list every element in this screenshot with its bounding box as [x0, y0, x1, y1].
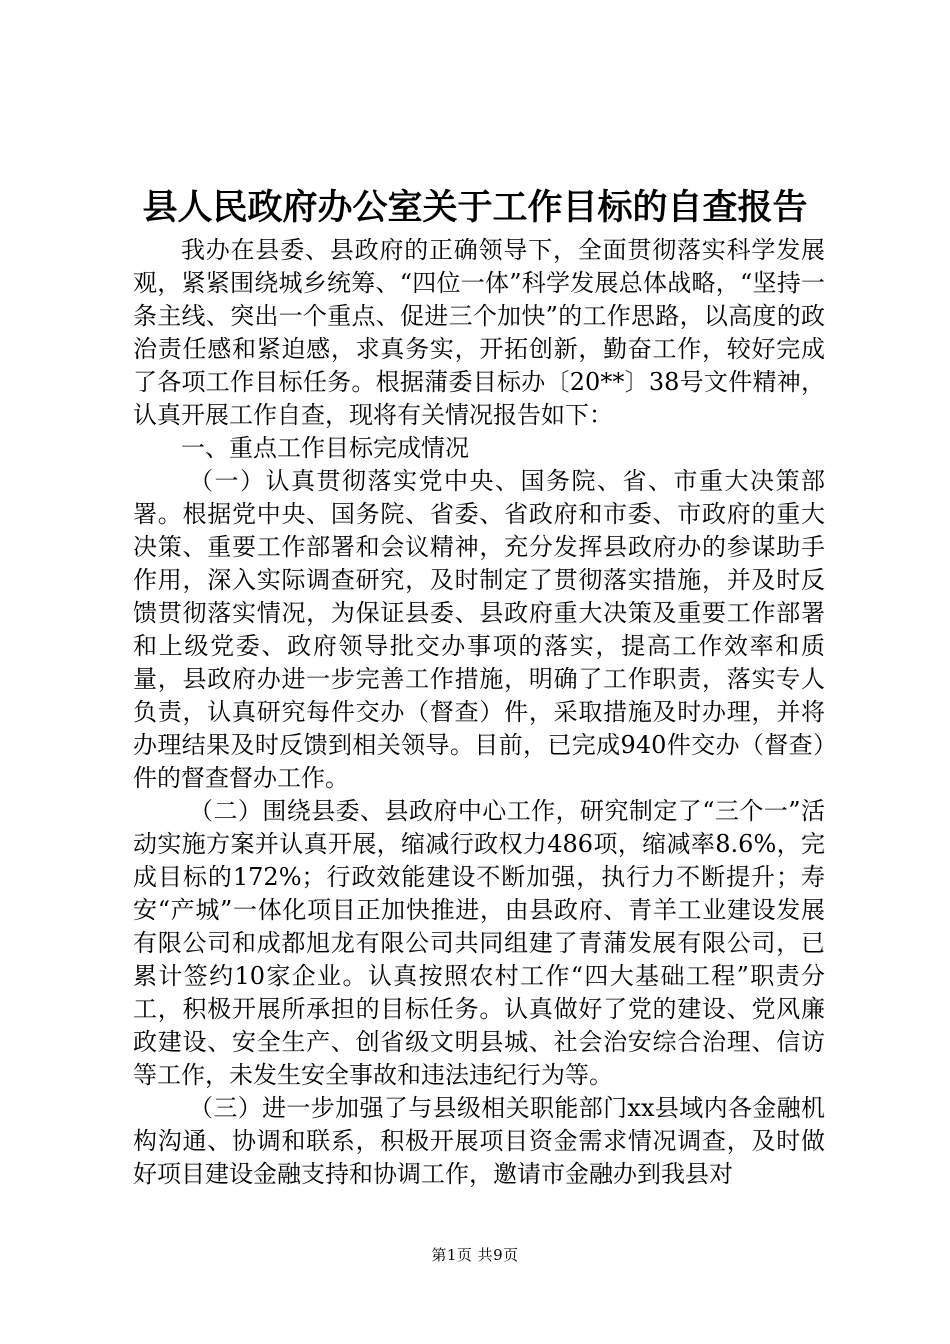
page-number-footer: 第1页 共9页: [431, 1246, 519, 1264]
paragraph-item-1: （一）认真贯彻落实党中央、国务院、省、市重大决策部署。根据党中央、国务院、省委、省政府和市委、市政府的重大决策、重要工作部署和会议精神，充分发挥县政府办的参谋助手作用，深入实际调查研究，及时制定了贯彻落实措施，并及时反馈贯彻落实情况，为保证县委、县政府重大决策及重要工作部署和上级党委、政府领导批交办事项的落实，提高工作效率和质量，县政府办进一步完善工作措施，明确了工作职责，落实专人负责，认真研究每件交办（督查）件，采取措施及时办理，并将办理结果及时反馈到相关领导。目前，已完成940件交办（督查）件的督查督办工作。: [133, 467, 825, 792]
document-title: 县人民政府办公室关于工作目标的自查报告: [142, 187, 808, 228]
document-body: [133, 234, 825, 1191]
paragraph-item-2: （二）围绕县委、县政府中心工作，研究制定了“三个一”活动实施方案并认真开展，缩减行政权力486项，缩减率8.6%，完成目标的172%；行政效能建设不断加强，执行力不断提升；寿安“产城”一体化项目正加快推进，由县政府、青羊工业建设发展有限公司和成都旭龙有限公司共同组建了青蒲发展有限公司，已累计签约10家企业。认真按照农村工作“四大基础工程”职责分工，积极开展所承担的目标任务。认真做好了党的建设、党风廉政建设、安全生产、创省级文明县城、社会治安综合治理、信访等工作，未发生安全事故和违法违纪行为等。: [133, 797, 825, 1089]
paragraph-item-3: （三）进一步加强了与县级相关职能部门xx县域内各金融机构沟通、协调和联系，积极开展项目资金需求情况调查，及时做好项目建设金融支持和协调工作，邀请市金融办到我县对: [133, 1094, 825, 1188]
section-heading: 一、重点工作目标完成情况: [181, 434, 469, 462]
intro-paragraph: 我办在县委、县政府的正确领导下，全面贯彻落实科学发展观，紧紧围绕城乡统筹、“四位一体”科学发展总体战略，“坚持一条主线、突出一个重点、促进三个加快”的工作思路，以高度的政治责任感和紧迫感，求真务实，开拓创新，勤奋工作，较好完成了各项工作目标任务。根据蒲委目标办〔20**〕38号文件精神，认真开展工作自查，现将有关情况报告如下：: [133, 236, 825, 429]
